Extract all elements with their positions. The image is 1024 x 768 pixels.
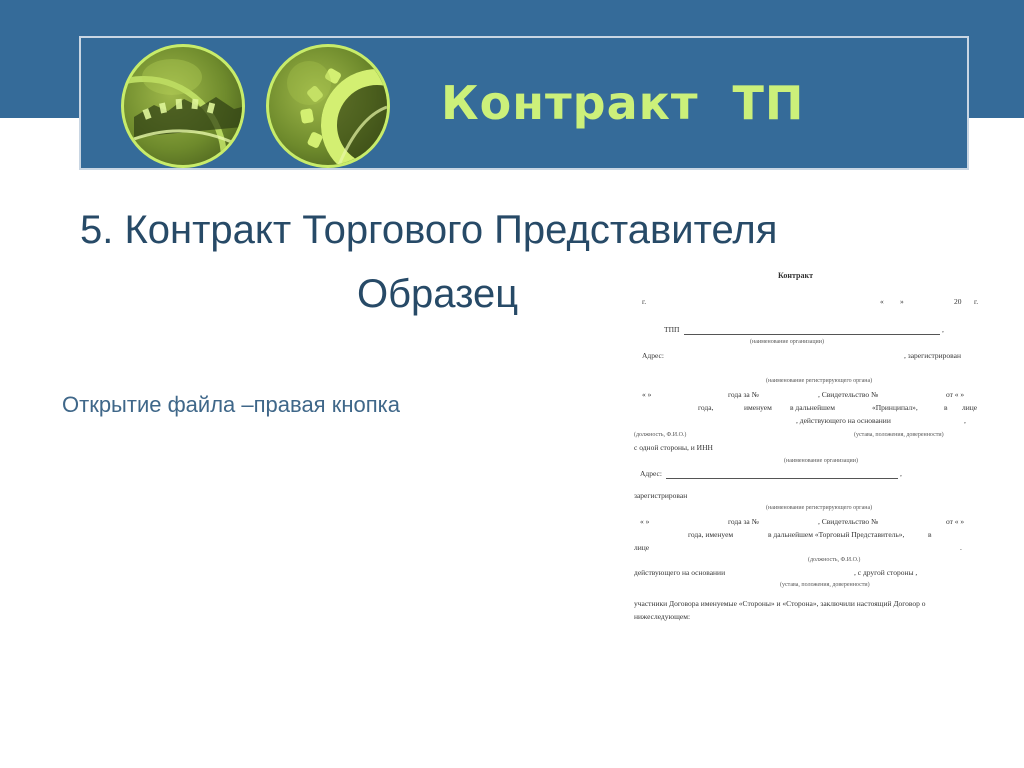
doc-text: , [900,469,902,478]
doc-text: нижеследующем: [634,612,691,621]
doc-text: в дальнейшем «Торговый Представитель», [768,530,905,539]
doc-text: , с другой стороны , [854,568,918,577]
doc-text: от « » [946,517,965,526]
doc-caption: (наименование регистрирующего органа) [766,505,873,511]
doc-text: г. [974,297,979,306]
doc-text: лице [634,543,650,552]
doc-text: ТПП [664,325,680,334]
doc-caption: (устава, положения, доверенности) [780,582,870,588]
doc-text: зарегистрирован [634,491,688,500]
doc-text: , Свидетельство № [818,390,879,399]
doc-text: , действующего на основании [796,416,891,425]
document-preview[interactable] [632,262,992,632]
doc-text: от « » [946,390,965,399]
doc-text: в [944,403,948,412]
doc-caption: (наименование организации) [784,458,858,464]
doc-text: действующего на основании [634,568,726,577]
doc-caption: (должность, Ф.И.О.) [808,557,861,563]
hint-text: Открытие файла –правая кнопка [62,392,400,417]
page-subtitle: Образец [357,272,519,316]
doc-text: , [942,325,944,334]
doc-text: , [964,416,966,425]
header-box [79,36,969,170]
doc-text: « [880,297,884,306]
header-title: Контракт ТП [441,76,805,130]
doc-text: лице [962,403,978,412]
doc-text: , Свидетельство № [818,517,879,526]
doc-text: Адрес: [642,351,664,360]
doc-text: года, [698,403,714,412]
doc-text: года за № [728,390,759,399]
gear-icon [121,44,245,168]
doc-text: участники Договора именуемые «Стороны» и «Сторона», заключили настоящий Договор о [634,599,926,608]
doc-text: года, именуем [688,530,734,539]
doc-caption: (устава, положения, доверенности) [854,432,944,438]
doc-text: 20 [954,297,962,306]
doc-text: » [900,297,904,306]
doc-underline [684,334,940,335]
doc-text: Адрес: [640,469,662,478]
doc-text: « » [642,390,652,399]
doc-text: , зарегистрирован [904,351,961,360]
gear-icon [266,44,390,168]
doc-text: с одной стороны, и ИНН [634,443,713,452]
doc-caption: (наименование организации) [750,339,824,345]
doc-text: . [960,543,962,552]
doc-text: « » [640,517,650,526]
doc-text: «Принципал», [872,403,918,412]
doc-text: г. [642,297,647,306]
doc-text: именуем [744,403,772,412]
doc-caption: (наименование регистрирующего органа) [766,378,873,384]
doc-underline [666,478,898,479]
doc-caption: (должность, Ф.И.О.) [634,432,687,438]
doc-title: Контракт [778,271,814,280]
doc-text: года за № [728,517,759,526]
page-title: 5. Контракт Торгового Представителя [80,208,778,252]
doc-text: в дальнейшем [790,403,835,412]
doc-text: в [928,530,932,539]
